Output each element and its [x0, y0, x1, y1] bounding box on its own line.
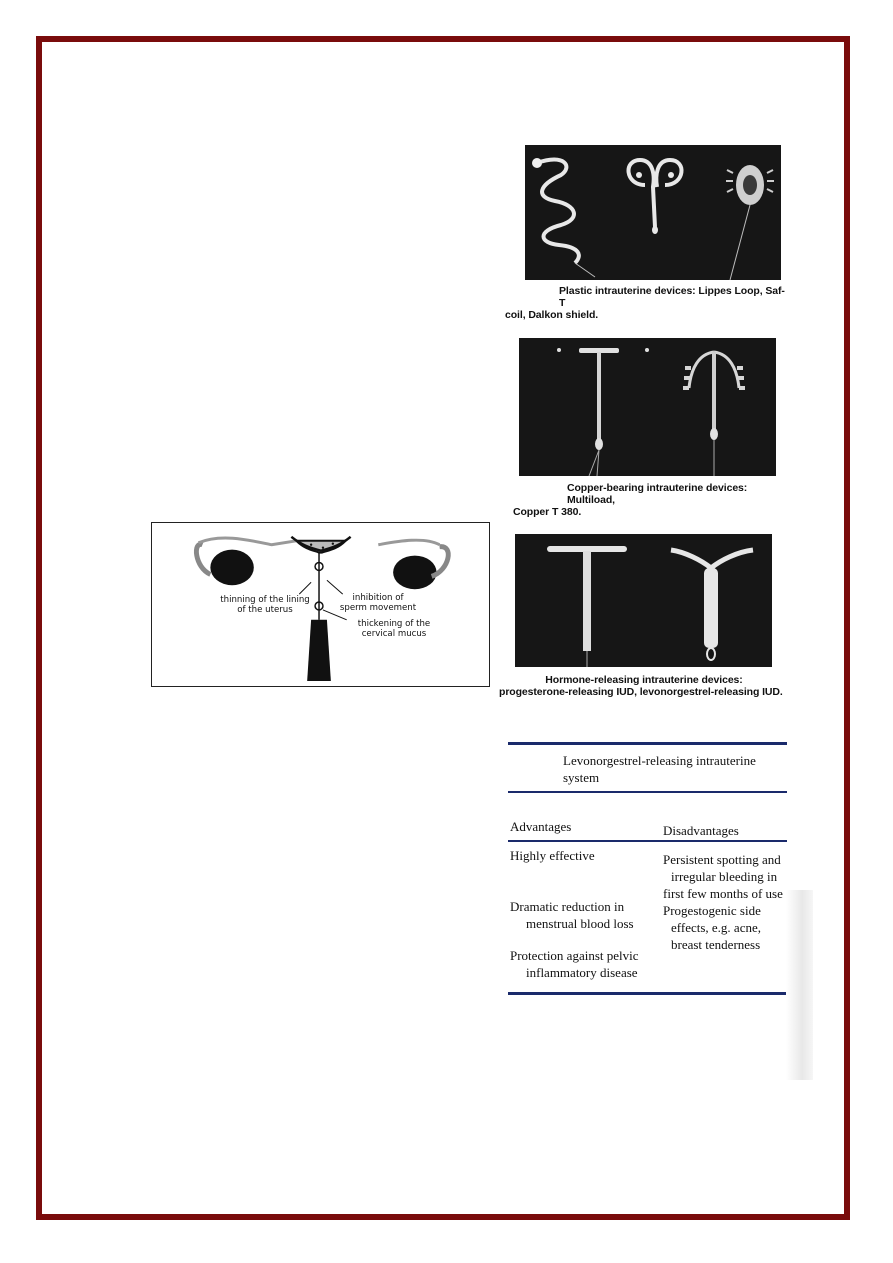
table-header-rule — [508, 840, 787, 842]
label-line: cervical mucus — [361, 629, 427, 639]
advantage-item: menstrual blood loss — [526, 916, 634, 931]
plastic-iud-icon — [525, 145, 781, 280]
caption-line: Copper-bearing intrauterine devices: Multiload, — [567, 482, 748, 506]
label-thinning — [210, 595, 320, 615]
copper-iud-icon — [519, 338, 776, 476]
disadvantage-item: effects, e.g. acne, — [671, 920, 761, 935]
label-line: thinning of the lining — [220, 595, 310, 605]
scan-page-edge — [786, 890, 813, 1080]
caption-line: Plastic intrauterine devices: Lippes Loop, Saf-T — [559, 285, 785, 309]
table-title — [563, 752, 787, 786]
col-header-advantages: Advantages — [510, 819, 572, 834]
uterus-mechanism-diagram — [151, 522, 490, 687]
label-line: sperm movement — [339, 603, 417, 613]
caption-line: Hormone-releasing intrauterine devices: — [545, 674, 743, 686]
label-thickening — [344, 619, 444, 639]
plastic-iud-photo — [525, 145, 781, 280]
label-inhibition — [328, 593, 428, 613]
uterus-diagram-icon — [152, 523, 489, 686]
plastic-iud-caption — [505, 285, 790, 321]
caption-line: coil, Dalkon shield. — [505, 309, 599, 321]
advantage-item: Dramatic reduction in — [510, 899, 625, 914]
table-bottom-rule — [508, 992, 787, 995]
hormone-iud-photo — [515, 534, 772, 667]
copper-iud-photo — [519, 338, 776, 476]
caption-line: Copper T 380. — [513, 506, 582, 518]
disadvantage-item: first few months of use — [663, 886, 783, 901]
advantage-item: inflammatory disease — [526, 965, 638, 980]
label-line: inhibition of — [352, 593, 404, 603]
label-line: thickening of the — [357, 619, 431, 629]
hormone-iud-icon — [515, 534, 772, 667]
disadvantage-item: Progestogenic side — [663, 903, 761, 918]
col-header-disadvantages: Disadvantages — [663, 823, 739, 838]
table-title-rule — [508, 791, 787, 793]
advantage-item: Highly effective — [510, 848, 595, 863]
label-line: of the uterus — [237, 605, 293, 615]
disadvantage-item: irregular bleeding in — [671, 869, 778, 884]
advantage-item: Protection against pelvic — [510, 948, 639, 963]
table-top-rule — [508, 742, 787, 745]
caption-line: progesterone-releasing IUD, levonorgestrel-releasing IUD. — [499, 686, 783, 698]
title-line: Levonorgestrel-releasing intrauterine — [563, 753, 756, 768]
disadvantage-item: Persistent spotting and — [663, 852, 781, 867]
disadvantage-item: breast tenderness — [671, 937, 761, 952]
copper-iud-caption — [513, 482, 793, 518]
hormone-iud-caption — [499, 674, 789, 698]
title-line: system — [563, 770, 600, 785]
